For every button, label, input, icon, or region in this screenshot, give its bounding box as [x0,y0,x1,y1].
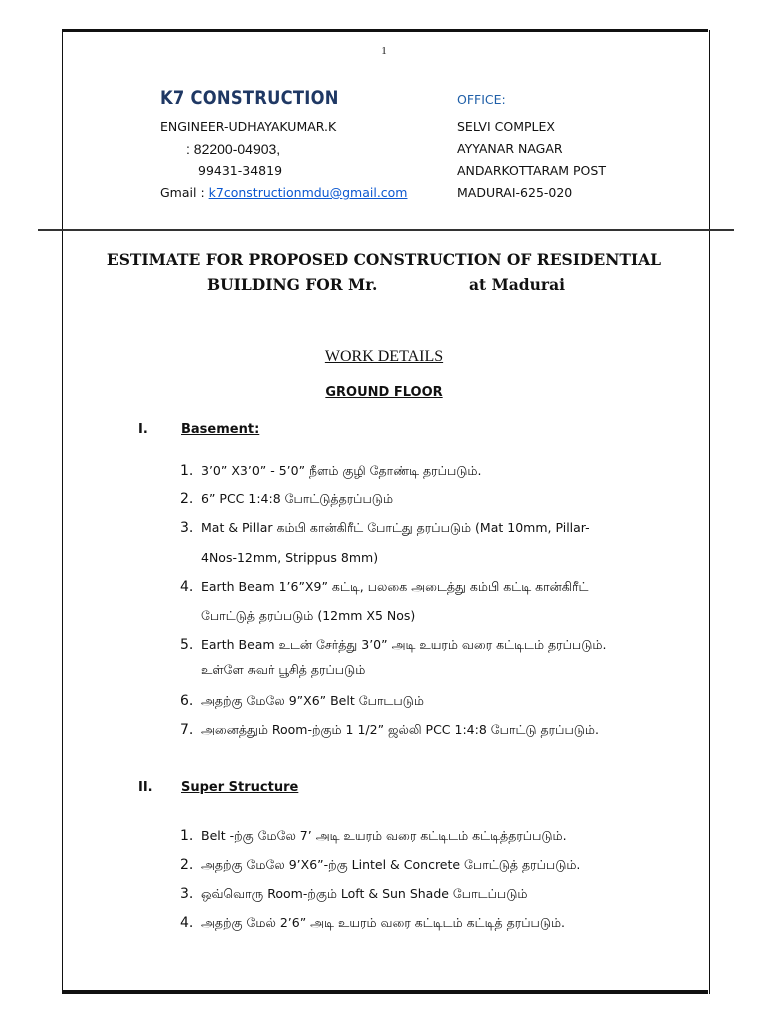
item-number: 3. [180,886,194,902]
item-number: 2. [180,857,194,873]
item-text: Belt -ற்கு மேலே 7’ அடி உயரம் வரை கட்டிடம் கட்டித்தரப்படும். [201,828,567,843]
item-number: 7. [180,722,194,738]
list-item [180,461,481,481]
item-number: 2. [180,491,194,507]
ground-floor-heading: GROUND FLOOR [325,385,443,400]
office-address-line: MADURAI-625-020 [457,185,573,200]
item-number: 6. [180,693,194,709]
engineer-name: ENGINEER-UDHAYAKUMAR.K [160,119,337,134]
estimate-title-line1: ESTIMATE FOR PROPOSED CONSTRUCTION OF RESIDENTIAL [106,250,662,269]
item-text: ஒவ்வொரு Room-ற்கும் Loft & Sun Shade போடப்படும் [201,886,528,901]
estimate-title-line2-left: BUILDING FOR Mr. [207,275,378,294]
list-item [180,635,606,655]
section-number: II. [138,780,153,795]
work-details-heading: WORK DETAILS [324,348,444,365]
office-label: OFFICE: [457,92,506,107]
email-link[interactable]: k7constructionmdu@gmail.com [208,185,408,200]
list-item [180,577,588,597]
list-item [180,518,590,538]
header-divider [38,229,734,231]
item-text: Mat & Pillar கம்பி கான்கிரீட் போட்து தரப்படும் (Mat 10mm, Pillar- [201,520,590,535]
page-number: 1 [381,45,387,57]
item-text: 6” PCC 1:4:8 போட்டுத்தரப்படும் [201,491,393,506]
page-frame [62,30,710,994]
list-item [180,720,599,740]
item-text: அதற்கு மேலே 9”X6” Belt போடபடும் [201,693,424,708]
list-item [180,884,527,904]
office-address-line: ANDARKOTTARAM POST [457,163,606,178]
item-continuation: உள்ளே சுவர் பூசித் தரப்படும் [201,662,366,677]
item-number: 5. [180,637,194,653]
item-text: அனைத்தும் Room-ற்கும் 1 1/2” ஜல்லி PCC 1:4:8 போட்டு தரப்படும். [201,722,599,737]
gmail-line [160,182,408,204]
phone-primary: : 82200-04903, [186,141,281,157]
item-text: 3’0” X3’0” - 5’0” நீளம் குழி தோண்டி தரப்படும். [201,463,482,478]
list-item [180,691,424,711]
company-name: K7 CONSTRUCTION [160,87,339,109]
item-text: அதற்கு மேல் 2’6” அடி உயரம் வரை கட்டிடம் கட்டித் தரப்படும். [201,915,566,930]
estimate-title-line2-right: at Madurai [469,275,566,294]
item-text: அதற்கு மேலே 9’X6”-ற்கு Lintel & Concrete போட்டுத் தரப்படும். [201,857,581,872]
section-title-super-structure: Super Structure [181,780,299,795]
office-address-line: SELVI COMPLEX [457,119,555,134]
section-number: I. [138,422,148,437]
list-item [180,913,565,933]
item-text: Earth Beam உடன் சேர்த்து 3’0” அடி உயரம் வரை கட்டிடம் தரப்படும். [201,637,607,652]
list-item [180,826,567,846]
item-text: Earth Beam 1’6”X9” கட்டி, பலகை அடைத்து கம்பி கட்டி கான்கிரீட் [201,579,589,594]
phone-secondary: 99431-34819 [198,163,283,178]
list-item [180,855,580,875]
item-continuation: போட்டுத் தரப்படும் (12mm X5 Nos) [201,608,416,623]
item-number: 4. [180,579,194,595]
office-address-line: AYYANAR NAGAR [457,141,563,156]
item-number: 1. [180,463,194,479]
gmail-label: Gmail : [160,185,209,200]
list-item [180,489,393,509]
item-continuation: 4Nos-12mm, Strippus 8mm) [201,550,379,565]
item-number: 4. [180,915,194,931]
item-number: 1. [180,828,194,844]
section-title-basement: Basement: [181,422,260,437]
item-number: 3. [180,520,194,536]
page-border-bottom [62,990,708,994]
